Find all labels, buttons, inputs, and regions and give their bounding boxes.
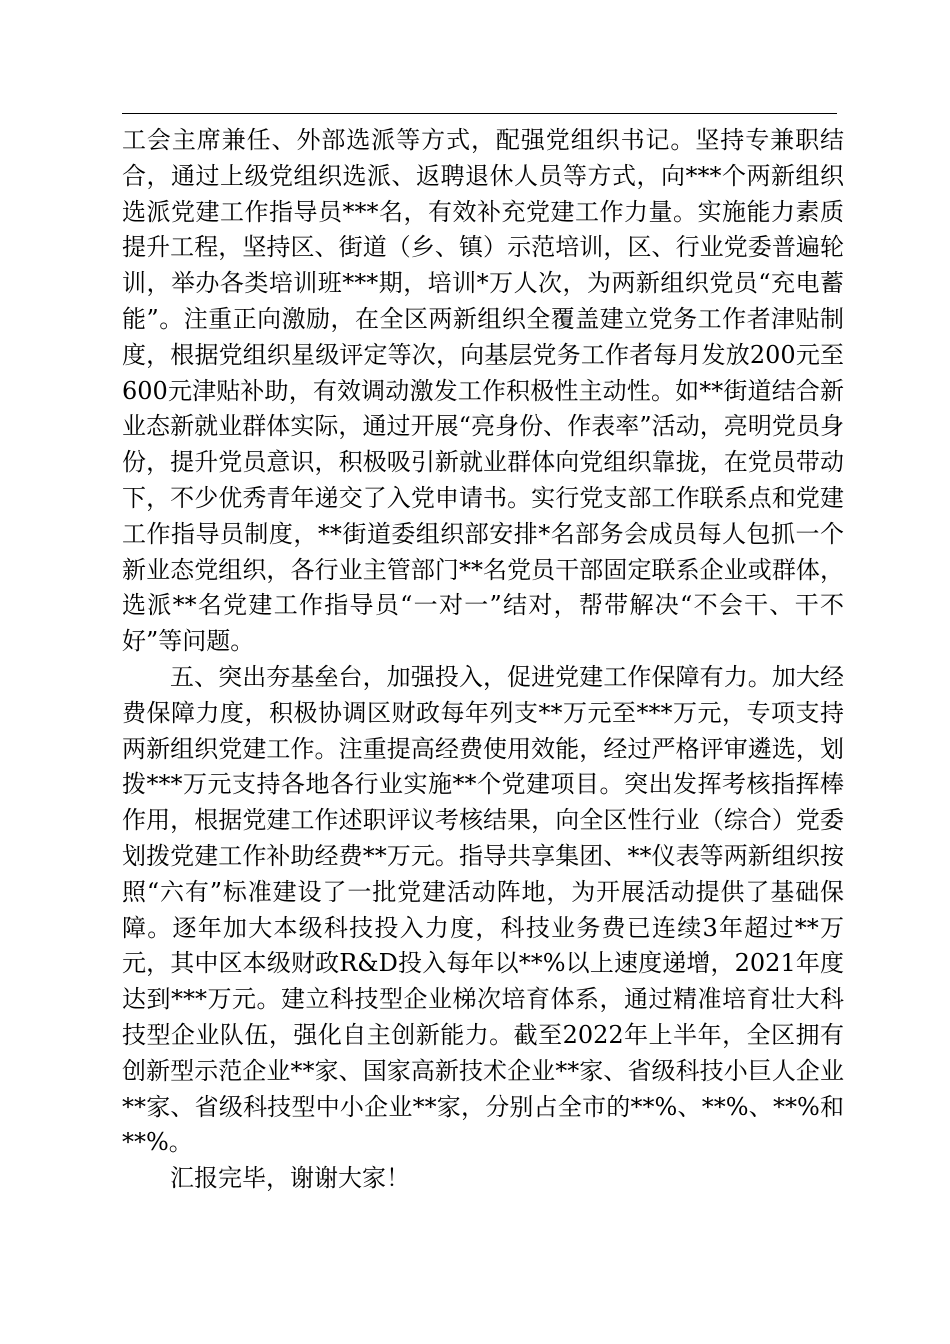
paragraph-section-five: 五、突出夯基垒台，加强投入，促进党建工作保障有力。加大经费保障力度，积极协调区财政每年列支**万元至***万元，专项支持两新组织党建工作。注重提高经费使用效能，经过严格评审遴选，划拨***万元支持各地各行业实施**个党建项目。突出发挥考核指挥棒作用，根据党建工作述职评议考核结果，向全区性行业（综合）党委划拨党建工作补助经费**万元。指导共享集团、**仪表等两新组织按照“六有”标准建设了一批党建活动阵地，为开展活动提供了基础保障。逐年加大本级科技投入力度，科技业务费已连续3年超过**万元，其中区本级财政R&D投入每年以**%以上速度递增，2021年度达到***万元。建立科技型企业梯次培育体系，通过精准培育壮大科技型企业队伍，强化自主创新能力。截至2022年上半年，全区拥有创新型示范企业**家、国家高新技术企业**家、省级科技小巨人企业**家、省级科技型中小企业**家，分别占全市的**%、**%、**%和**%。 [122, 662, 844, 1157]
paragraph-continued: 工会主席兼任、外部选派等方式，配强党组织书记。坚持专兼职结合，通过上级党组织选派、返聘退休人员等方式，向***个两新组织选派党建工作指导员***名，有效补充党建工作力量。实施能力素质提升工程，坚持区、街道（乡、镇）示范培训，区、行业党委普遍轮训，举办各类培训班***期，培训*万人次，为两新组织党员“充电蓄能”。注重正向激励，在全区两新组织全覆盖建立党务工作者津贴制度，根据党组织星级评定等次，向基层党务工作者每月发放200元至600元津贴补助，有效调动激发工作积极性主动性。如**街道结合新业态新就业群体实际，通过开展“亮身份、作表率”活动，亮明党员身份，提升党员意识，积极吸引新就业群体向党组织靠拢，在党员带动下，不少优秀青年递交了入党申请书。实行党支部工作联系点和党建工作指导员制度，**街道委组织部安排*名部务会成员每人包抓一个新业态党组织，各行业主管部门**名党员干部固定联系企业或群体，选派**名党建工作指导员“一对一”结对，帮带解决“不会干、干不好”等问题。 [122, 126, 844, 656]
header-divider [122, 113, 837, 114]
paragraph-closing: 汇报完毕，谢谢大家！ [170, 1164, 410, 1193]
document-body [122, 123, 844, 1197]
